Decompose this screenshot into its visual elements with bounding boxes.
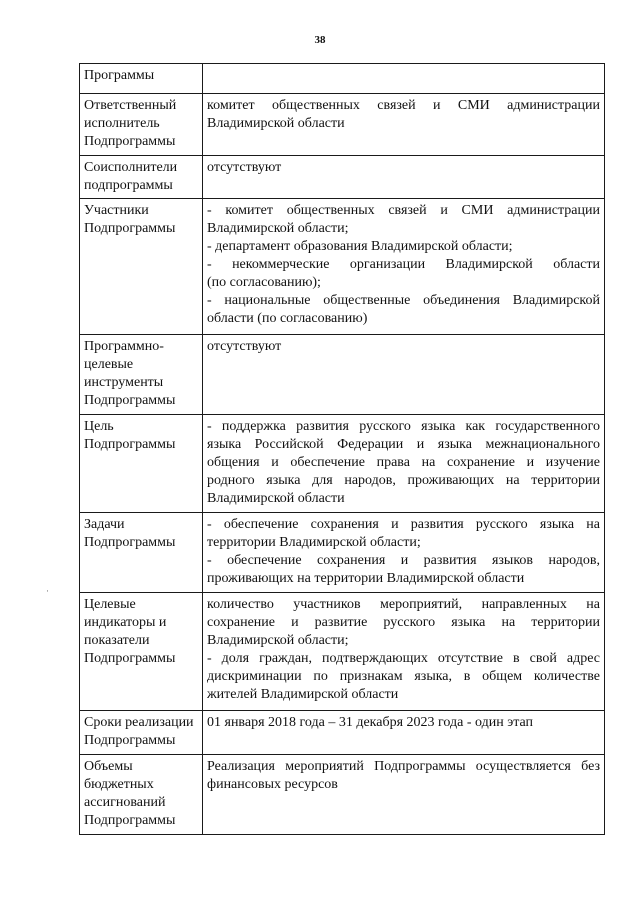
value-line: - обеспечение сохранения и развития языков народов, (207, 553, 600, 568)
table-row-program-instruments (80, 335, 605, 415)
label-line: Соисполнители (84, 160, 178, 175)
row-value (203, 335, 605, 415)
label-line: Целевые (84, 597, 136, 612)
value-line: Владимирской области (207, 116, 345, 131)
value-line: (по согласованию); (207, 275, 321, 290)
table-row-co-executors (80, 156, 605, 199)
row-value (203, 755, 605, 835)
value-line: - поддержка развития русского языка как государственного (207, 419, 600, 434)
label-line: Цель (84, 419, 114, 434)
value-line: количество участников мероприятий, направленных на (207, 597, 600, 612)
value-line: языка Российской Федерации и языка межнационального (207, 437, 600, 452)
row-label (80, 755, 203, 835)
value-line: Владимирской области (207, 491, 345, 506)
row-value (203, 513, 605, 593)
table-row-tasks (80, 513, 605, 593)
label-line: показатели (84, 633, 150, 648)
value-line: Реализация мероприятий Подпрограммы осуществляется без (207, 759, 600, 774)
value-line: - комитет общественных связей и СМИ администрации (207, 203, 600, 218)
value-line: - некоммерческие организации Владимирской области (207, 257, 600, 272)
value-line: дискриминации по признакам языка, в общем количестве (207, 669, 600, 684)
row-label (80, 711, 203, 755)
row-label (80, 513, 203, 593)
row-label (80, 593, 203, 711)
value-line: финансовых ресурсов (207, 777, 338, 792)
label-line: бюджетных (84, 777, 154, 792)
label-line: Программы (84, 68, 155, 83)
table-row-program-name (80, 64, 605, 94)
subprogram-passport-table (79, 63, 605, 835)
value-line: - доля граждан, подтверждающих отсутствие в свой адрес (207, 651, 600, 666)
table-row-budget-allocations (80, 755, 605, 835)
row-label (80, 94, 203, 156)
value-line: - национальные общественные объединения Владимирской (207, 293, 600, 308)
value-line: жителей Владимирской области (207, 687, 399, 702)
table-row-target-indicators (80, 593, 605, 711)
label-line: Подпрограммы (84, 437, 176, 452)
value-line: территории Владимирской области; (207, 535, 421, 550)
label-line: Подпрограммы (84, 393, 176, 408)
row-label (80, 199, 203, 335)
row-label (80, 156, 203, 199)
label-line: Сроки реализации (84, 715, 194, 730)
label-line: инструменты (84, 375, 164, 390)
label-line: Подпрограммы (84, 813, 176, 828)
label-line: Программно- (84, 339, 164, 354)
row-label (80, 335, 203, 415)
value-line: отсутствуют (207, 339, 282, 354)
row-value (203, 156, 605, 199)
label-line: индикаторы и (84, 615, 167, 630)
label-line: Подпрограммы (84, 733, 176, 748)
value-line: - обеспечение сохранения и развития русского языка на (207, 517, 600, 532)
row-value (203, 415, 605, 513)
value-line: Владимирской области; (207, 221, 349, 236)
label-line: Подпрограммы (84, 221, 176, 236)
row-value (203, 593, 605, 711)
value-line: области (по согласованию) (207, 311, 368, 326)
table-row-participants (80, 199, 605, 335)
label-line: Объемы (84, 759, 133, 774)
label-line: Подпрограммы (84, 535, 176, 550)
label-line: подпрограммы (84, 178, 173, 193)
label-line: ассигнований (84, 795, 166, 810)
scan-speck-mark: · (46, 586, 49, 596)
value-line: Владимирской области; (207, 633, 349, 648)
row-label (80, 64, 203, 94)
row-value (203, 199, 605, 335)
row-value (203, 64, 605, 94)
value-line: комитет общественных связей и СМИ администрации (207, 98, 600, 113)
table-row-responsible-executor (80, 94, 605, 156)
value-line: 01 января 2018 года – 31 декабря 2023 года - один этап (207, 715, 534, 730)
value-line: - департамент образования Владимирской области; (207, 239, 513, 254)
label-line: целевые (84, 357, 134, 372)
value-line: сохранение и развитие русского языка на территории (207, 615, 600, 630)
value-line: проживающих на территории Владимирской области (207, 571, 525, 586)
label-line: Ответственный (84, 98, 177, 113)
label-line: Подпрограммы (84, 651, 176, 666)
row-value (203, 711, 605, 755)
value-line: родного языка для народов, проживающих на территории (207, 473, 600, 488)
label-line: Участники (84, 203, 149, 218)
value-line: отсутствуют (207, 160, 282, 175)
table-row-goal (80, 415, 605, 513)
table-row-implementation-period (80, 711, 605, 755)
label-line: Подпрограммы (84, 134, 176, 149)
label-line: Задачи (84, 517, 125, 532)
value-line: общения и обеспечение права на сохранение и изучение (207, 455, 600, 470)
label-line: исполнитель (84, 116, 160, 131)
page-number: 38 (314, 34, 326, 46)
row-value (203, 94, 605, 156)
row-label (80, 415, 203, 513)
